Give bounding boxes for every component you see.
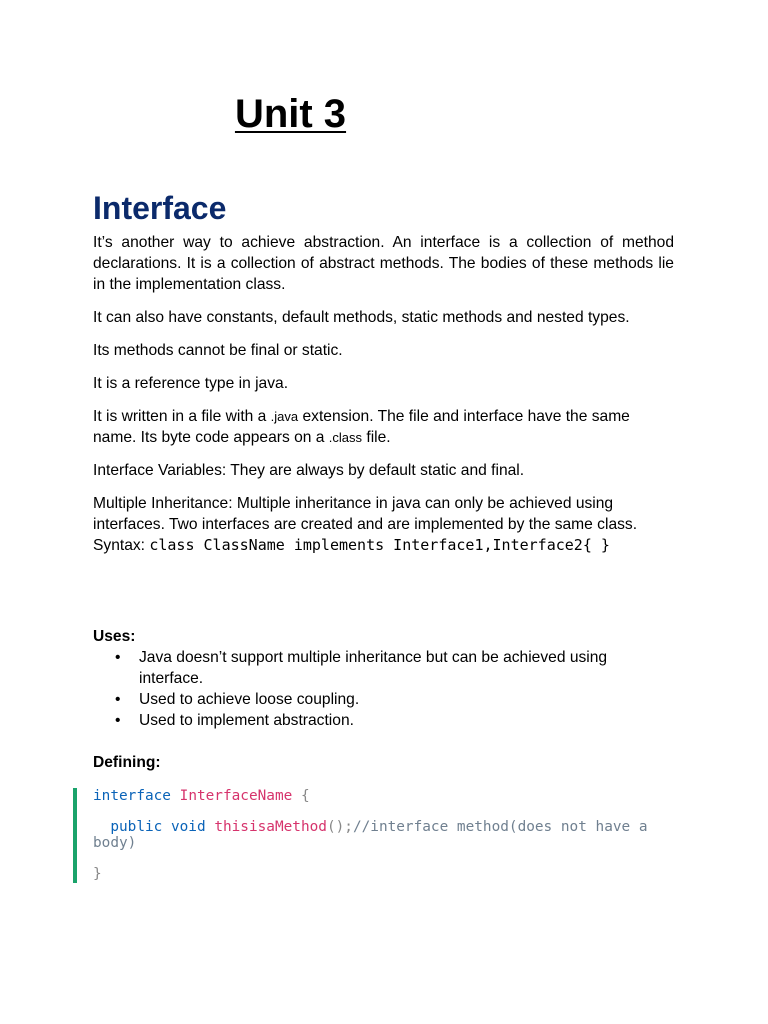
interface-body bbox=[93, 232, 674, 568]
code-open-brace: { bbox=[300, 788, 310, 804]
code-indent bbox=[93, 819, 110, 835]
code-comment: //interface method(does not have a body) bbox=[93, 819, 657, 851]
paragraph-methods-restriction: Its methods cannot be final or static. bbox=[93, 342, 343, 359]
paragraph-file-extension bbox=[93, 406, 674, 448]
code-line-2 bbox=[93, 819, 673, 851]
multiple-inheritance-text: Multiple Inheritance: Multiple inheritance in java can only be achieved using interfaces. Two interfaces are created and are implemented by the same class. Syntax: bbox=[93, 495, 638, 554]
uses-section bbox=[93, 626, 674, 731]
code-line-3: } bbox=[93, 866, 102, 882]
file-extension-text-2: extension. The file and interface have the same name. Its byte code appears on a bbox=[93, 408, 630, 446]
list-item-text: Java doesn’t support multiple inheritance but can be achieved using interface. bbox=[139, 649, 608, 687]
paragraph-members: It can also have constants, default methods, static methods and nested types. bbox=[93, 309, 630, 326]
code-parens: (); bbox=[326, 819, 353, 835]
list-item bbox=[93, 689, 609, 710]
section-heading-interface: Interface bbox=[93, 190, 227, 226]
paragraph-multiple-inheritance bbox=[93, 493, 674, 556]
defining-label: Defining: bbox=[93, 754, 161, 771]
list-item bbox=[93, 710, 609, 731]
bullet-icon: • bbox=[115, 712, 121, 729]
code-method-name: thisisaMethod bbox=[214, 819, 327, 835]
list-item-text: Used to achieve loose coupling. bbox=[139, 691, 360, 708]
list-item-text: Used to implement abstraction. bbox=[139, 712, 354, 729]
class-extension: .class bbox=[328, 430, 363, 445]
uses-list bbox=[93, 647, 674, 731]
page-title: Unit 3 bbox=[234, 92, 347, 136]
list-item bbox=[93, 647, 609, 689]
code-block bbox=[93, 788, 673, 882]
java-extension: .java bbox=[270, 409, 299, 424]
paragraph-reference-type: It is a reference type in java. bbox=[93, 375, 289, 392]
code-keyword-void: void bbox=[170, 819, 206, 835]
code-keyword-public: public bbox=[110, 819, 163, 835]
code-keyword-interface: interface bbox=[93, 788, 171, 804]
code-interface-name: InterfaceName bbox=[179, 788, 293, 804]
syntax-code: class ClassName implements Interface1,Interface2{ } bbox=[149, 536, 610, 554]
file-extension-text-3: file. bbox=[362, 429, 391, 446]
paragraph-interface-variables: Interface Variables: They are always by default static and final. bbox=[93, 462, 525, 479]
uses-label: Uses: bbox=[93, 628, 136, 645]
bullet-icon: • bbox=[115, 649, 121, 666]
bullet-icon: • bbox=[115, 691, 121, 708]
code-line-1 bbox=[93, 788, 673, 804]
paragraph-definition: It’s another way to achieve abstraction. An interface is a collection of method declarations. It is a collection of abstract methods. The bodies of these methods lie in the implementation class. bbox=[93, 234, 674, 293]
code-block-accent-bar bbox=[73, 788, 77, 883]
file-extension-text-1: It is written in a file with a bbox=[93, 408, 271, 425]
